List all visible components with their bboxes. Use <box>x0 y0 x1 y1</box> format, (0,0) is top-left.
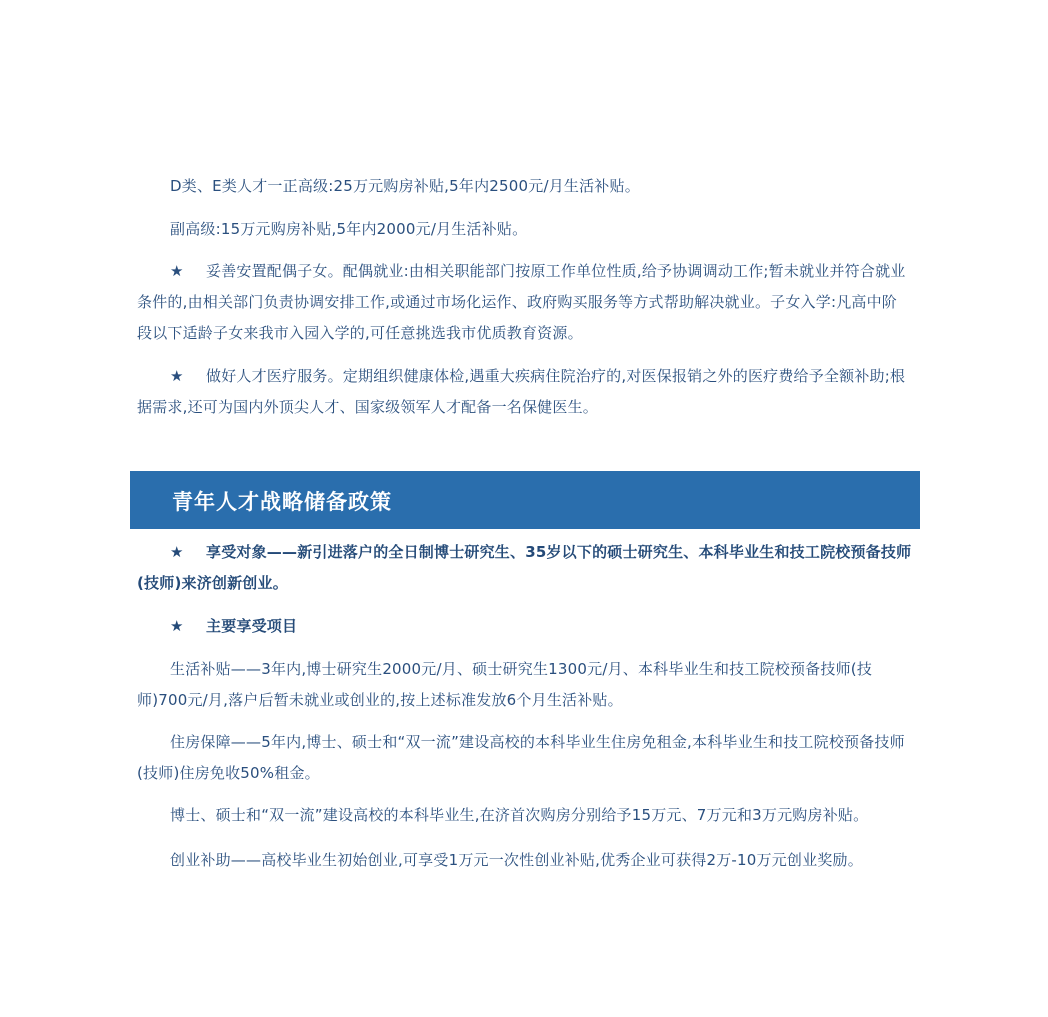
paragraph-text: 享受对象——新引进落户的全日制博士研究生、35岁以下的硕士研究生、本科毕业生和技工院校预备技师(技师)来济创新创业。 <box>137 543 912 592</box>
star-icon: ★ <box>170 367 184 385</box>
paragraph-spouse-children <box>137 256 912 349</box>
paragraph-living-subsidy <box>137 654 912 716</box>
paragraph-text: 副高级:15万元购房补贴,5年内2000元/月生活补贴。 <box>170 220 528 238</box>
star-icon: ★ <box>170 262 184 280</box>
paragraph-text: 创业补助——高校毕业生初始创业,可享受1万元一次性创业补贴,优秀企业可获得2万-10万元创业奖励。 <box>170 851 863 869</box>
star-icon: ★ <box>170 617 184 635</box>
paragraph-text: 住房保障——5年内,博士、硕士和“双一流”建设高校的本科毕业生住房免租金,本科毕业生和技工院校预备技师(技师)住房免收50%租金。 <box>137 733 905 782</box>
paragraph-startup-subsidy <box>137 845 912 876</box>
paragraph-purchase-subsidy <box>137 800 912 831</box>
paragraph-text: 主要享受项目 <box>206 617 298 635</box>
paragraph-eligible-targets <box>137 537 912 599</box>
paragraph-main-items <box>137 611 912 642</box>
paragraph-de-talent <box>137 171 912 202</box>
section-banner <box>130 471 920 529</box>
paragraph-associate-senior <box>137 214 912 245</box>
paragraph-text: 生活补贴——3年内,博士研究生2000元/月、硕士研究生1300元/月、本科毕业生和技工院校预备技师(技师)700元/月,落户后暂未就业或创业的,按上述标准发放6个月生活补贴。 <box>137 660 873 709</box>
paragraph-medical-service <box>137 361 912 423</box>
paragraph-text: 妥善安置配偶子女。配偶就业:由相关职能部门按原工作单位性质,给予协调调动工作;暂未就业并符合就业条件的,由相关部门负责协调安排工作,或通过市场化运作、政府购买服务等方式帮助解决就业。子女入学:凡高中阶段以下适龄子女来我市入园入学的,可任意挑选我市优质教育资源。 <box>137 262 906 342</box>
paragraph-housing <box>137 727 912 789</box>
section-title: 青年人才战略储备政策 <box>172 490 392 514</box>
paragraph-text: 博士、硕士和“双一流”建设高校的本科毕业生,在济首次购房分别给予15万元、7万元和3万元购房补贴。 <box>170 806 869 824</box>
paragraph-text: D类、E类人才一正高级:25万元购房补贴,5年内2500元/月生活补贴。 <box>170 177 640 195</box>
paragraph-text: 做好人才医疗服务。定期组织健康体检,遇重大疾病住院治疗的,对医保报销之外的医疗费给予全额补助;根据需求,还可为国内外顶尖人才、国家级领军人才配备一名保健医生。 <box>137 367 906 416</box>
star-icon: ★ <box>170 543 184 561</box>
